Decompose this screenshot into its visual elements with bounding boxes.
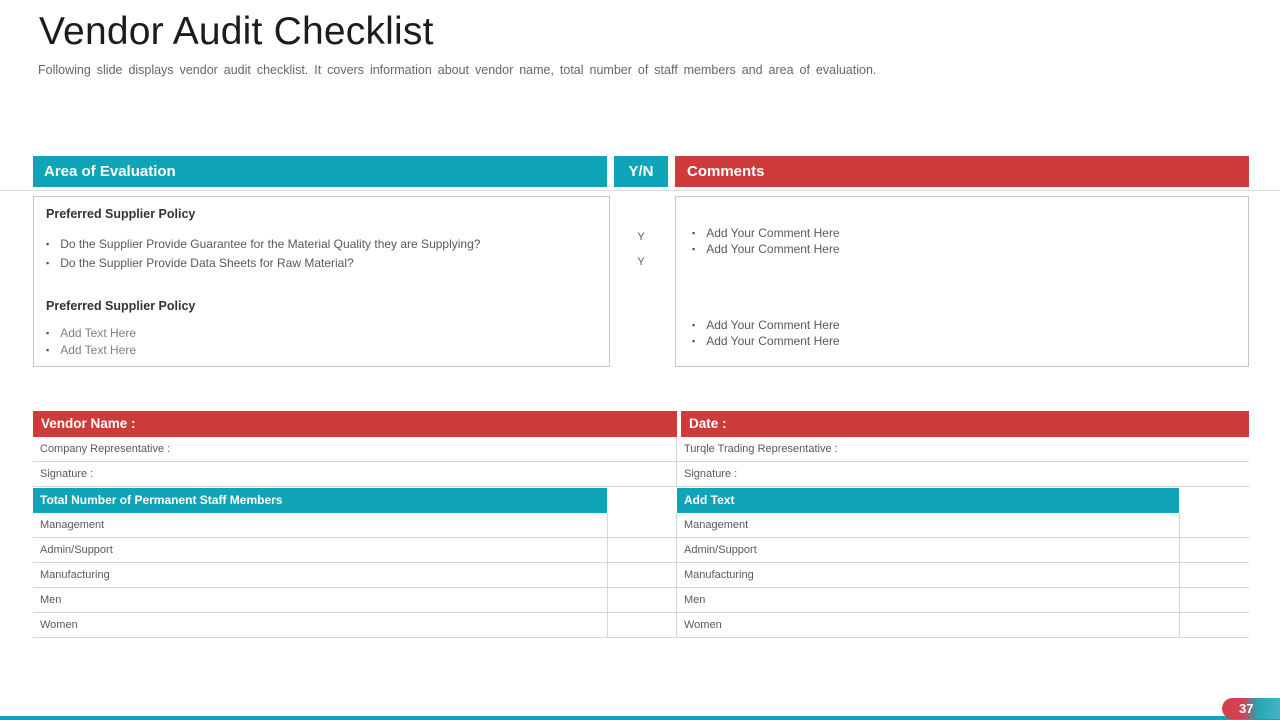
table-cell: Management (684, 519, 749, 531)
table-cell: Signature : (684, 468, 738, 480)
list-item-text: Do the Supplier Provide Data Sheets for Raw Material? (60, 256, 354, 270)
list-item (46, 342, 597, 359)
bullet-square-icon: ▪ (692, 336, 696, 346)
table-cell-empty (1179, 563, 1249, 587)
bullet-square-icon: ▪ (46, 328, 50, 338)
bullet-square-icon: ▪ (46, 239, 50, 249)
table-cell: Men (684, 594, 706, 606)
comment-item (692, 333, 1248, 349)
header-date: Date : (681, 411, 1249, 437)
footer-accent-bar (0, 716, 1280, 720)
table-row (33, 613, 1249, 638)
table-cell-empty (607, 588, 677, 612)
yn-value: Y (637, 256, 645, 268)
comments-group-2 (692, 317, 1248, 349)
table-cell-empty (1179, 538, 1249, 562)
table-cell-empty (607, 613, 677, 637)
comment-text: Add Your Comment Here (706, 318, 840, 332)
section2-items (46, 325, 597, 358)
comment-text: Add Your Comment Here (706, 226, 840, 240)
page-title: Vendor Audit Checklist (39, 10, 434, 53)
comment-item (692, 241, 1248, 257)
table-cell-empty (1179, 613, 1249, 637)
table-row (33, 563, 1249, 588)
bullet-square-icon: ▪ (46, 344, 50, 355)
header-comments: Comments (675, 156, 1249, 187)
yn-value: Y (637, 231, 645, 243)
header-yn: Y/N (614, 156, 668, 187)
table-cell-empty (1179, 588, 1249, 612)
comment-item (692, 317, 1248, 333)
evaluation-content-box (33, 196, 610, 367)
table-cell: Women (684, 619, 722, 631)
list-item-text: Do the Supplier Provide Guarantee for the Material Quality they are Supplying? (60, 237, 481, 251)
table-cell: Management (40, 519, 105, 531)
table-cell: Admin/Support (40, 544, 113, 556)
list-item (46, 325, 597, 342)
comment-text: Add Your Comment Here (706, 242, 840, 256)
table-cell-empty (1179, 513, 1249, 537)
list-item (46, 254, 597, 273)
table-cell: Company Representative : (33, 437, 677, 461)
table-cell: Women (40, 619, 78, 631)
table-row (33, 588, 1249, 613)
table-row (33, 437, 1249, 462)
header-area-of-evaluation: Area of Evaluation (33, 156, 607, 187)
table-cell: Signature : (33, 462, 677, 486)
table-cell-empty (607, 513, 677, 537)
subheader-staff-members: Total Number of Permanent Staff Members (33, 488, 607, 513)
header-vendor-name: Vendor Name : (33, 411, 677, 437)
table-row (33, 513, 1249, 538)
page-subtitle: Following slide displays vendor audit checklist. It covers information about vendor name, total number of staff members and area of evaluation. (38, 63, 877, 77)
placeholder-text: Add Text Here (60, 326, 137, 340)
bullet-square-icon: ▪ (692, 320, 696, 330)
table-cell: Men (40, 594, 62, 606)
subheader-add-text: Add Text (677, 488, 1179, 513)
table-cell-empty (607, 563, 677, 587)
comment-item (692, 225, 1248, 241)
comment-text: Add Your Comment Here (706, 334, 840, 348)
bullet-square-icon: ▪ (692, 244, 696, 254)
table-cell: Admin/Support (684, 544, 757, 556)
bullet-square-icon: ▪ (46, 258, 50, 268)
comments-group-1 (692, 225, 1248, 257)
section-heading: Preferred Supplier Policy (46, 299, 196, 313)
table-cell: Manufacturing (684, 569, 754, 581)
table-cell-empty (607, 538, 677, 562)
table-row (33, 462, 1249, 487)
comments-box (675, 196, 1249, 367)
table-cell: Turqle Trading Representative : (684, 443, 838, 455)
list-item (46, 235, 597, 254)
header-divider-line (0, 190, 1280, 191)
page-number-badge: 37 (1222, 698, 1280, 719)
table-row (33, 538, 1249, 563)
placeholder-text: Add Text Here (60, 342, 137, 357)
section-heading: Preferred Supplier Policy (46, 207, 196, 221)
table-cell: Manufacturing (40, 569, 110, 581)
section1-items (46, 235, 597, 273)
bullet-square-icon: ▪ (692, 228, 696, 238)
